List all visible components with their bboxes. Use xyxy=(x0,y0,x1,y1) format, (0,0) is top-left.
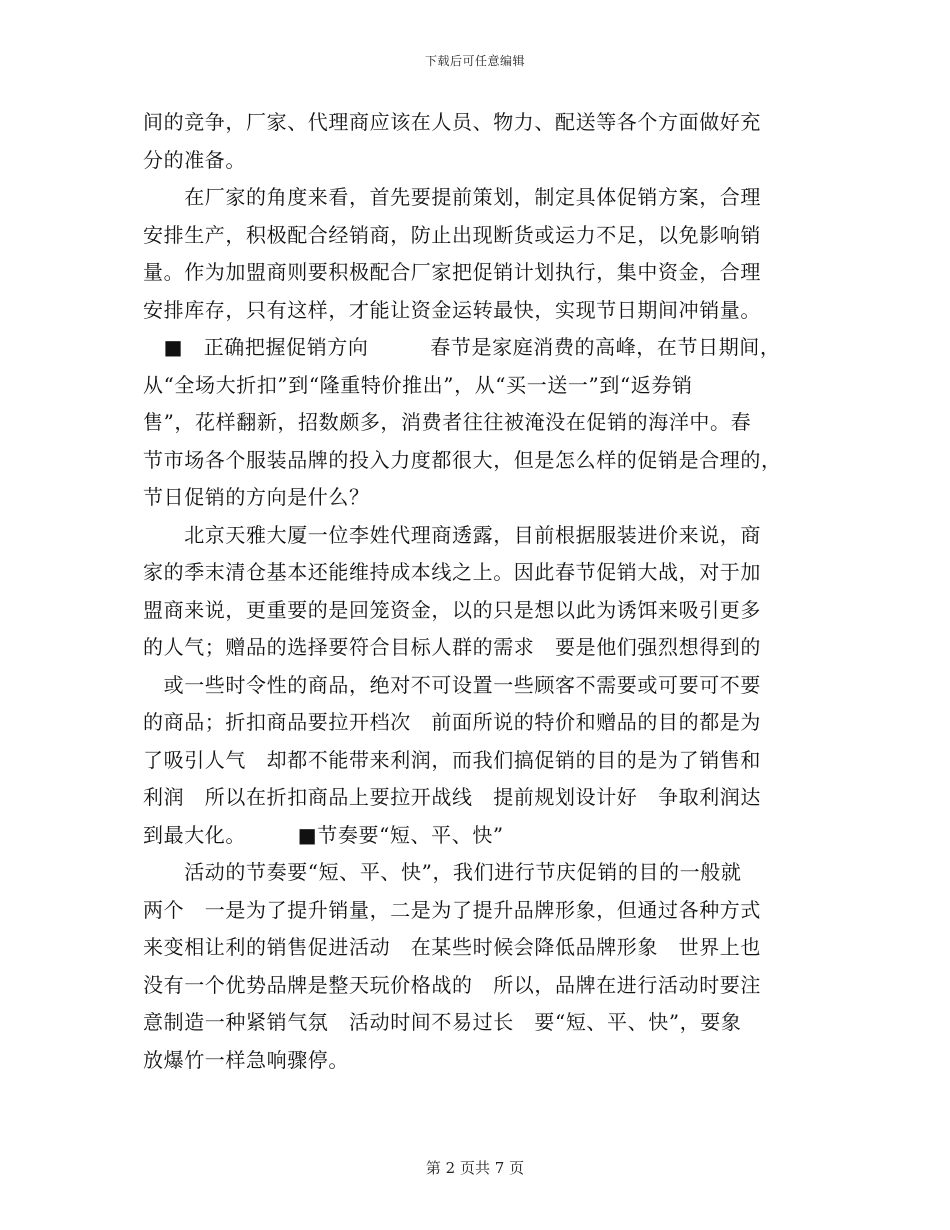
text-line: 活动的节奏要“短、平、快”，我们进行节庆促销的目的一般就 xyxy=(143,860,742,884)
text-line: 节市场各个服装品牌的投入力度都很大，但是怎么样的促销是合理的， xyxy=(143,447,782,472)
text-line: 的商品；折扣商品要拉开档次 前面所说的特价和赠品的目的都是为 xyxy=(143,710,761,734)
text-line: 利润 所以在折扣商品上要拉开战线 提前规划设计好 争取利润达 xyxy=(143,785,761,809)
text-line: 售”，花样翻新，招数颇多，消费者往往被淹没在促销的海洋中。春 xyxy=(143,410,752,434)
document-body xyxy=(143,104,808,1079)
text-line: 意制造一种紧销气氛 活动时间不易过长 要“短、平、快”，要象 xyxy=(143,1010,742,1034)
text-line: 分的准备。 xyxy=(143,147,246,172)
text-line: 两个 一是为了提升销量，二是为了提升品牌形象，但通过各种方式 xyxy=(143,897,761,922)
text-line: 或一些时令性的商品，绝对不可设置一些顾客不需要或可要可不要 xyxy=(143,672,761,697)
text-line: 在厂家的角度来看，首先要提前策划，制定具体促销方案，合理 xyxy=(143,185,761,209)
text-line: 安排生产，积极配合经销商，防止出现断货或运力不足，以免影响销 xyxy=(143,222,761,247)
text-line: 量。作为加盟商则要积极配合厂家把促销计划执行，集中资金，合理 xyxy=(143,260,761,284)
text-line: 安排库存，只有这样，才能让资金运转最快，实现节日期间冲销量。 xyxy=(143,297,761,322)
section-heading-line: ■ 正确把握促销方向 春节是家庭消费的高峰，在节日期间， xyxy=(143,335,781,359)
text-line: 从“全场大折扣”到“隆重特价推出”，从“买一送一”到“返券销 xyxy=(143,372,693,397)
text-line: 节日促销的方向是什么？ xyxy=(143,485,370,509)
section-heading-line: 到最大化。 ■节奏要“短、平、快” xyxy=(143,822,504,847)
text-line: 盟商来说，更重要的是回笼资金，以的只是想以此为诱饵来吸引更多 xyxy=(143,597,761,622)
text-line: 了吸引人气 却都不能带来利润，而我们搞促销的目的是为了销售和 xyxy=(143,747,761,772)
page-header: 下载后可任意编辑 xyxy=(424,54,525,68)
text-line: 的人气；赠品的选择要符合目标人群的需求 要是他们强烈想得到的 xyxy=(143,635,761,659)
text-line: 来变相让利的销售促进活动 在某些时候会降低品牌形象 世界上也 xyxy=(143,935,761,959)
text-line: 放爆竹一样急响骤停。 xyxy=(143,1047,349,1072)
text-line: 北京天雅大厦一位李姓代理商透露，目前根据服装进价来说，商 xyxy=(143,522,761,547)
text-line: 家的季末清仓基本还能维持成本线之上。因此春节促销大战，对于加 xyxy=(143,560,761,584)
page-footer: 第 2 页共 7 页 xyxy=(425,1159,525,1177)
text-line: 没有一个优势品牌是整天玩价格战的 所以，品牌在进行活动时要注 xyxy=(143,972,761,997)
text-line: 间的竞争，厂家、代理商应该在人员、物力、配送等各个方面做好充 xyxy=(143,110,761,134)
